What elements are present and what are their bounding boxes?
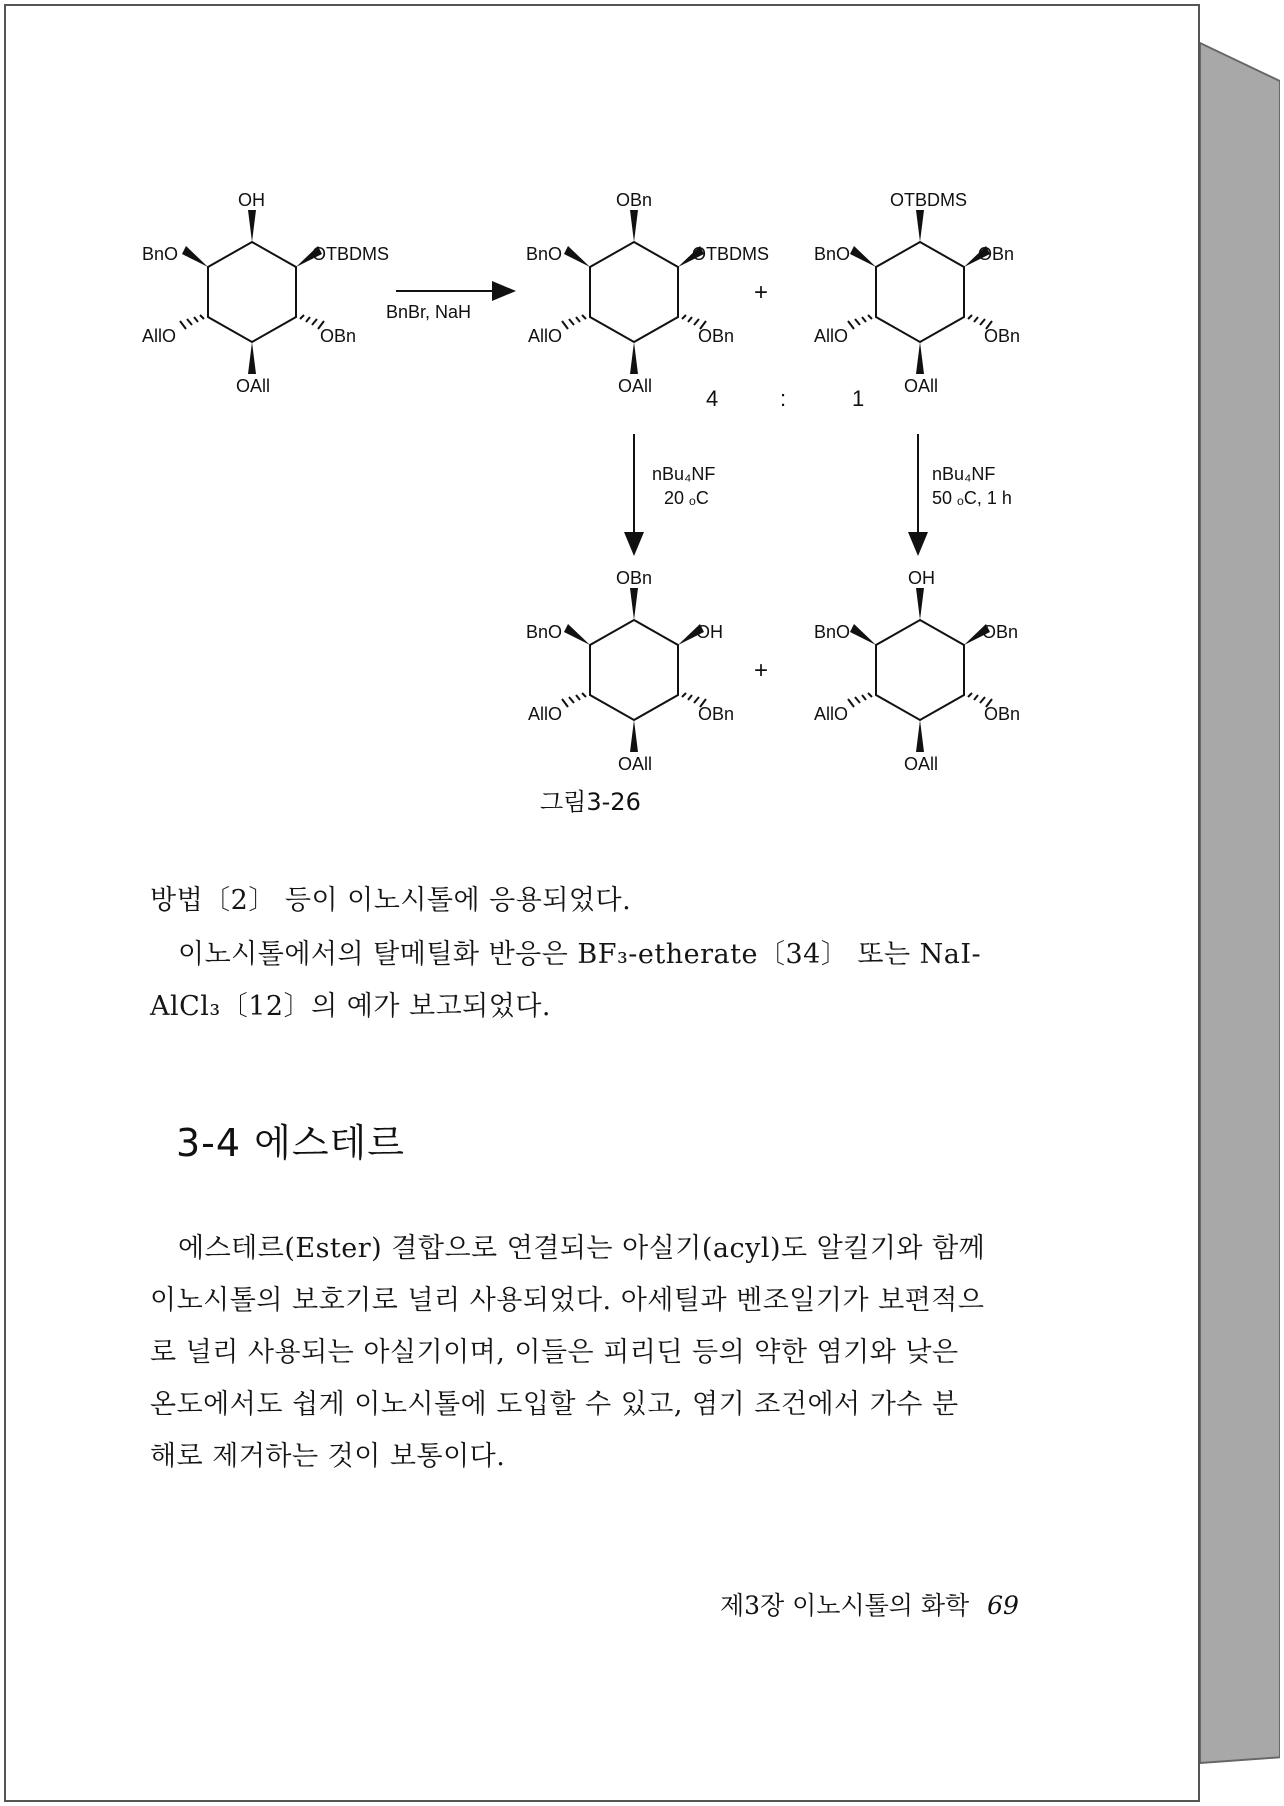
product-a-top: OBn xyxy=(616,190,653,210)
product-b-lr: OBn xyxy=(984,326,1021,346)
ratio-right: 1 xyxy=(852,386,865,411)
reactant-ul: BnO xyxy=(142,244,179,264)
text-line-2: 이노시톨에서의 탈메틸화 반응은 BF₃-etherate〔34〕 또는 NaI- xyxy=(178,939,982,970)
paragraph-line-3: 로 널리 사용되는 아실기이며, 이들은 피리딘 등의 약한 염기와 낮은 xyxy=(150,1337,959,1368)
reaction-scheme xyxy=(0,0,1200,800)
chapter-title: 제3장 이노시톨의 화학 xyxy=(720,1591,970,1620)
reactant-lr: OBn xyxy=(320,326,357,346)
reagent-3-line1: nBu₄NF xyxy=(932,464,996,484)
paragraph-line-4: 온도에서도 쉽게 이노시톨에 도입할 수 있고, 염기 조건에서 가수 분 xyxy=(150,1389,959,1420)
final-a-ll: AllO xyxy=(528,704,563,724)
product-a-ur: OTBDMS xyxy=(692,244,770,264)
final-a-bottom: OAll xyxy=(618,754,653,774)
product-a-ul: BnO xyxy=(526,244,563,264)
final-b-lr: OBn xyxy=(984,704,1021,724)
figure-caption: 그림3-26 xyxy=(540,788,641,816)
product-b-ll: AllO xyxy=(814,326,849,346)
final-b-top: OH xyxy=(908,568,935,588)
reactant-ur: OTBDMS xyxy=(312,244,390,264)
text-line-1: 방법〔2〕 등이 이노시톨에 응용되었다. xyxy=(150,885,632,916)
final-a-lr: OBn xyxy=(698,704,735,724)
reactant-bottom: OAll xyxy=(236,376,271,396)
section-heading: 3-4 에스테르 xyxy=(176,1121,405,1165)
final-b-bottom: OAll xyxy=(904,754,939,774)
book-spine-edge xyxy=(1200,0,1280,1806)
reagent-3-line2: 50 ₒC, 1 h xyxy=(932,488,1012,508)
ratio-left: 4 xyxy=(706,386,719,411)
product-b-ur: OBn xyxy=(978,244,1015,264)
product-a-lr: OBn xyxy=(698,326,735,346)
reactant-ll: AllO xyxy=(142,326,177,346)
product-b-bottom: OAll xyxy=(904,376,939,396)
product-a-molecule xyxy=(526,190,769,396)
reactant-top: OH xyxy=(238,190,265,210)
page-number: 69 xyxy=(987,1591,1019,1620)
final-b-ul: BnO xyxy=(814,622,851,642)
paragraph-line-2: 이노시톨의 보호기로 널리 사용되었다. 아세틸과 벤조일기가 보편적으 xyxy=(150,1285,985,1316)
final-b-molecule xyxy=(814,568,1020,774)
final-a-molecule xyxy=(526,568,734,774)
page-footer xyxy=(720,1586,1019,1622)
product-a-bottom: OAll xyxy=(618,376,653,396)
plus-2: + xyxy=(754,657,769,684)
text-line-3: AlCl₃〔12〕의 예가 보고되었다. xyxy=(150,991,552,1022)
reagent-2-line1: nBu₄NF xyxy=(652,464,716,484)
product-b-ul: BnO xyxy=(814,244,851,264)
paragraph-line-1: 에스테르(Ester) 결합으로 연결되는 아실기(acyl)도 알킬기와 함께 xyxy=(178,1233,986,1264)
final-b-ur: OBn xyxy=(982,622,1019,642)
reagent-1: BnBr, NaH xyxy=(386,302,472,322)
final-a-ul: BnO xyxy=(526,622,563,642)
product-a-ll: AllO xyxy=(528,326,563,346)
plus-1: + xyxy=(754,279,769,306)
reactant-molecule xyxy=(142,190,389,396)
paragraph-line-5: 해로 제거하는 것이 보통이다. xyxy=(150,1441,506,1472)
product-b-molecule xyxy=(814,190,1020,396)
reagent-2-line2: 20 ₒC xyxy=(664,488,709,508)
final-a-top: OBn xyxy=(616,568,653,588)
ratio-colon: : xyxy=(780,386,787,411)
product-b-top: OTBDMS xyxy=(890,190,968,210)
final-a-ur: OH xyxy=(696,622,723,642)
final-b-ll: AllO xyxy=(814,704,849,724)
